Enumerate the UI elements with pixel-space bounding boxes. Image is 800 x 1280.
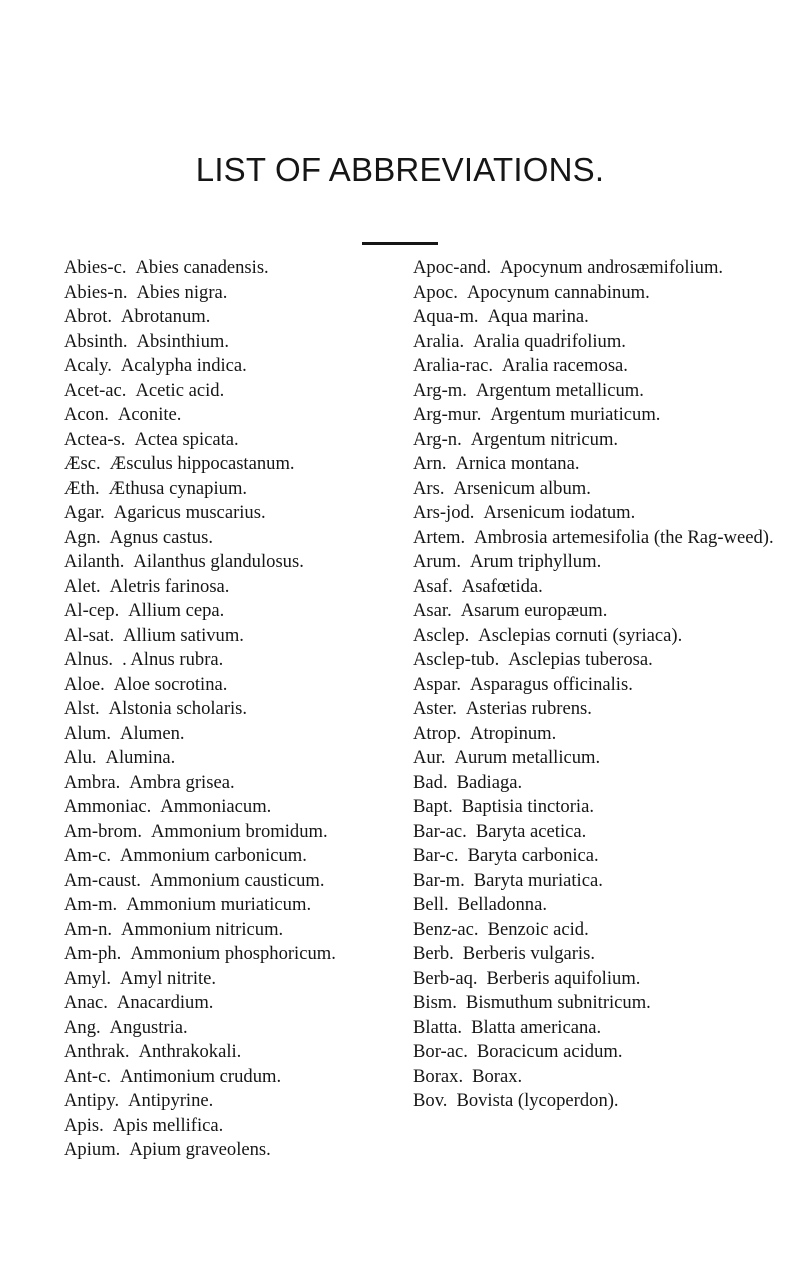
abbreviation-entry — [64, 526, 404, 551]
abbreviation: Aralia. — [413, 330, 465, 352]
abbreviation: Arg-m. — [413, 379, 467, 401]
abbreviation: Am-brom. — [64, 820, 142, 842]
abbreviation-entry — [413, 991, 788, 1016]
abbreviation: Arn. — [413, 453, 447, 474]
full-name: Arsenicum album. — [453, 477, 591, 499]
abbreviation-entry — [64, 1089, 404, 1114]
full-name: Apium graveolens. — [129, 1139, 271, 1160]
full-name: Ammonium muriaticum. — [126, 894, 312, 915]
abbreviation: Artem. — [413, 526, 466, 548]
abbreviation: Abrot. — [64, 306, 113, 327]
abbreviation: Æsc. — [64, 453, 101, 474]
abbreviation-entry — [413, 550, 788, 575]
abbreviation: Aur. — [413, 747, 446, 768]
full-name: Angustria. — [109, 1016, 188, 1038]
full-name: Apis mellifica. — [112, 1114, 224, 1136]
full-name: Allium sativum. — [123, 624, 244, 646]
abbreviation-entry — [413, 918, 788, 943]
abbreviation-entry — [413, 893, 788, 918]
abbreviation: Ars-jod. — [413, 502, 475, 523]
full-name: . Alnus rubra. — [122, 649, 224, 670]
abbreviation: Apis. — [64, 1114, 104, 1136]
full-name: Berberis aquifolium. — [486, 967, 641, 989]
abbreviation-entry — [64, 991, 404, 1016]
abbreviation: Am-caust. — [64, 869, 141, 891]
full-name: Aurum metallicum. — [454, 747, 601, 768]
abbreviation-entry — [64, 869, 404, 894]
full-name: Apocynum cannabinum. — [466, 281, 650, 303]
full-name: Absinthium. — [136, 330, 230, 352]
full-name: Asclepias cornuti (syriaca). — [478, 624, 683, 646]
abbreviation-entry — [64, 624, 404, 649]
full-name: Abrotanum. — [121, 306, 211, 327]
abbreviation-entry — [413, 746, 788, 771]
full-name: Aconite. — [117, 404, 182, 425]
abbreviation-entry — [413, 844, 788, 869]
full-name: Ammonium causticum. — [149, 869, 325, 891]
abbreviation: Bism. — [413, 992, 457, 1013]
full-name: Abies canadensis. — [135, 257, 269, 278]
abbreviation-entry — [413, 477, 788, 502]
full-name: Berberis vulgaris. — [462, 943, 595, 964]
full-name: Baryta carbonica. — [467, 845, 599, 866]
abbreviation: Asclep-tub. — [413, 649, 500, 670]
abbreviation-entry — [64, 477, 404, 502]
abbreviation-entry — [64, 942, 404, 967]
abbreviation: Ant-c. — [64, 1065, 111, 1087]
full-name: Ailanthus glandulosus. — [133, 551, 304, 572]
abbreviation-entry — [413, 452, 788, 477]
abbreviation-entry — [413, 648, 788, 673]
full-name: Anacardium. — [116, 992, 214, 1013]
full-name: Badiaga. — [456, 771, 523, 793]
full-name: Ammonium nitricum. — [121, 918, 284, 940]
abbreviation-entry — [413, 354, 788, 379]
abbreviation: Ammoniac. — [64, 796, 152, 817]
full-name: Allium cepa. — [128, 600, 225, 621]
abbreviation: Aspar. — [413, 673, 462, 695]
title-rule — [362, 242, 438, 245]
abbreviation-entry — [413, 428, 788, 453]
abbreviation-entry — [64, 1065, 404, 1090]
full-name: Asterias rubrens. — [465, 698, 592, 719]
full-name: Boracicum acidum. — [476, 1041, 623, 1062]
abbreviation: Bor-ac. — [413, 1041, 468, 1062]
abbreviation: Aralia-rac. — [413, 355, 493, 376]
abbreviation-entry — [64, 330, 404, 355]
full-name: Agaricus muscarius. — [113, 502, 266, 523]
abbreviation-entry — [64, 722, 404, 747]
full-name: Aralia quadrifolium. — [473, 330, 626, 352]
page-title: LIST OF ABBREVIATIONS. — [195, 151, 605, 188]
abbreviation-entry — [413, 1089, 788, 1114]
abbreviation: Ars. — [413, 477, 445, 499]
full-name: Alstonia scholaris. — [108, 698, 248, 719]
abbreviation: Benz-ac. — [413, 918, 479, 940]
abbreviation: Aloe. — [64, 673, 105, 695]
abbreviation-entry — [413, 942, 788, 967]
abbreviation-entry — [413, 771, 788, 796]
full-name: Apocynum androsæmifolium. — [499, 257, 724, 278]
abbreviation-entry — [64, 550, 404, 575]
abbreviation-entry — [64, 918, 404, 943]
abbreviation-entry — [64, 256, 404, 281]
abbreviation-entry — [413, 575, 788, 600]
abbreviation: Bar-m. — [413, 869, 465, 891]
abbreviation: Arg-n. — [413, 428, 462, 450]
full-name: Bismuthum subnitricum. — [465, 992, 651, 1013]
abbreviation: Acon. — [64, 404, 109, 425]
abbreviation-entry — [64, 795, 404, 820]
abbreviation: Alum. — [64, 722, 112, 744]
full-name: Ambra grisea. — [129, 771, 235, 793]
abbreviation-entry — [413, 967, 788, 992]
abbreviation-entry — [413, 379, 788, 404]
abbreviation: Alet. — [64, 575, 101, 597]
abbreviation-entry — [64, 648, 404, 673]
abbreviation-entry — [413, 697, 788, 722]
abbreviation-list-left — [64, 256, 404, 1163]
abbreviation: Abies-n. — [64, 281, 128, 303]
abbreviation: Apium. — [64, 1139, 121, 1160]
abbreviation-entry — [64, 1040, 404, 1065]
abbreviation: Bov. — [413, 1090, 448, 1111]
abbreviation-entry — [413, 820, 788, 845]
abbreviation-entry — [413, 599, 788, 624]
abbreviation: Atrop. — [413, 722, 462, 744]
abbreviation: Berb. — [413, 943, 454, 964]
abbreviation-entry — [64, 820, 404, 845]
abbreviation: Aqua-m. — [413, 306, 479, 327]
abbreviation: Apoc-and. — [413, 257, 491, 278]
full-name: Actea spicata. — [134, 428, 239, 450]
abbreviation-entry — [413, 1065, 788, 1090]
full-name: Ammonium carbonicum. — [119, 845, 307, 866]
abbreviation-entry — [64, 771, 404, 796]
abbreviation: Alnus. — [64, 649, 114, 670]
abbreviation: Bad. — [413, 771, 448, 793]
full-name: Blatta americana. — [471, 1016, 602, 1038]
abbreviation: Blatta. — [413, 1016, 463, 1038]
abbreviation-entry — [64, 844, 404, 869]
full-name: Arum triphyllum. — [470, 551, 602, 572]
abbreviation-entry — [413, 673, 788, 698]
full-name: Antipyrine. — [128, 1090, 214, 1111]
abbreviation-entry — [64, 1114, 404, 1139]
abbreviation: Bar-c. — [413, 845, 459, 866]
abbreviation-entry — [413, 330, 788, 355]
abbreviation-entry — [64, 673, 404, 698]
full-name: Asparagus officinalis. — [470, 673, 633, 695]
full-name: Aloe socrotina. — [113, 673, 228, 695]
full-name: Argentum metallicum. — [475, 379, 644, 401]
abbreviation-entry — [413, 305, 788, 330]
abbreviation: Agn. — [64, 526, 101, 548]
abbreviation-entry — [64, 354, 404, 379]
abbreviation: Aster. — [413, 698, 457, 719]
abbreviation-entry — [64, 452, 404, 477]
abbreviation-entry — [413, 1040, 788, 1065]
abbreviation-entry — [64, 697, 404, 722]
abbreviation: Asclep. — [413, 624, 470, 646]
full-name: Ammoniacum. — [160, 796, 272, 817]
abbreviation: Æth. — [64, 477, 100, 499]
abbreviation: Arum. — [413, 551, 462, 572]
full-name: Atropinum. — [470, 722, 557, 744]
abbreviation: Ailanth. — [64, 551, 125, 572]
full-name: Baryta acetica. — [475, 820, 587, 842]
abbreviation-entry — [413, 501, 788, 526]
full-name: Aletris farinosa. — [109, 575, 230, 597]
abbreviation-entry — [64, 746, 404, 771]
abbreviation-entry — [64, 575, 404, 600]
abbreviation: Borax. — [413, 1065, 464, 1087]
abbreviation: Ambra. — [64, 771, 121, 793]
abbreviation-entry — [413, 281, 788, 306]
abbreviation-entry — [64, 893, 404, 918]
abbreviation: Anac. — [64, 992, 108, 1013]
abbreviation-entry — [64, 599, 404, 624]
abbreviation: Absinth. — [64, 330, 128, 352]
abbreviation-entry — [413, 256, 788, 281]
abbreviation-entry — [64, 428, 404, 453]
abbreviation: Arg-mur. — [413, 404, 482, 425]
full-name: Aqua marina. — [487, 306, 589, 327]
full-name: Acalypha indica. — [120, 355, 247, 376]
abbreviation-entry — [413, 403, 788, 428]
full-name: Arnica montana. — [455, 453, 580, 474]
full-name: Ammonium bromidum. — [150, 820, 328, 842]
abbreviation-entry — [64, 501, 404, 526]
abbreviation: Al-cep. — [64, 600, 120, 621]
full-name: Anthrakokali. — [138, 1041, 242, 1062]
abbreviation: Apoc. — [413, 281, 458, 303]
full-name: Asafœtida. — [461, 575, 543, 597]
abbreviation-entry — [413, 722, 788, 747]
abbreviation-entry — [64, 1016, 404, 1041]
full-name: Abies nigra. — [136, 281, 228, 303]
abbreviation-entry — [64, 403, 404, 428]
abbreviation-entry — [413, 624, 788, 649]
full-name: Argentum nitricum. — [470, 428, 619, 450]
abbreviation: Bapt. — [413, 796, 453, 817]
full-name: Ammonium phosphoricum. — [130, 943, 336, 964]
abbreviation: Am-c. — [64, 845, 111, 866]
full-name: Acetic acid. — [135, 379, 225, 401]
abbreviation: Asaf. — [413, 575, 453, 597]
abbreviation-list-right — [413, 256, 788, 1114]
abbreviation: Acaly. — [64, 355, 112, 376]
full-name: Benzoic acid. — [487, 918, 589, 940]
abbreviation: Bar-ac. — [413, 820, 467, 842]
abbreviation: Al-sat. — [64, 624, 115, 646]
full-name: Amyl nitrite. — [120, 967, 217, 989]
abbreviation: Acet-ac. — [64, 379, 127, 401]
abbreviation: Bell. — [413, 894, 449, 915]
abbreviation-entry — [413, 1016, 788, 1041]
abbreviation: Ang. — [64, 1016, 101, 1038]
abbreviation: Abies-c. — [64, 257, 127, 278]
abbreviation: Am-ph. — [64, 943, 122, 964]
abbreviation-entry — [64, 281, 404, 306]
full-name: Asarum europæum. — [460, 600, 608, 621]
full-name: Aralia racemosa. — [502, 355, 628, 376]
abbreviation: Antipy. — [64, 1090, 120, 1111]
abbreviation-entry — [413, 526, 788, 551]
abbreviation: Anthrak. — [64, 1041, 130, 1062]
abbreviation-entry — [64, 305, 404, 330]
full-name: Antimonium crudum. — [119, 1065, 282, 1087]
abbreviation-entry — [413, 869, 788, 894]
abbreviation-entry — [64, 1138, 404, 1163]
full-name: Asclepias tuberosa. — [508, 649, 653, 670]
full-name: Bovista (lycoperdon). — [456, 1090, 619, 1111]
abbreviation: Asar. — [413, 600, 452, 621]
full-name: Agnus castus. — [109, 526, 213, 548]
abbreviation: Alu. — [64, 747, 97, 768]
full-name: Baryta muriatica. — [473, 869, 603, 891]
abbreviation: Alst. — [64, 698, 100, 719]
abbreviation: Berb-aq. — [413, 967, 478, 989]
abbreviation-entry — [64, 379, 404, 404]
full-name: Arsenicum iodatum. — [483, 502, 636, 523]
full-name: Alumina. — [105, 747, 176, 768]
full-name: Baptisia tinctoria. — [461, 796, 594, 817]
full-name: Æsculus hippocastanum. — [109, 453, 295, 474]
abbreviation: Agar. — [64, 502, 105, 523]
abbreviation: Am-n. — [64, 918, 113, 940]
full-name: Alumen. — [120, 722, 185, 744]
abbreviation: Amyl. — [64, 967, 112, 989]
full-name: Belladonna. — [457, 894, 547, 915]
abbreviation: Actea-s. — [64, 428, 126, 450]
full-name: Ambrosia artemesifolia (the Rag-weed). — [474, 526, 774, 548]
full-name: Argentum muriaticum. — [490, 404, 661, 425]
abbreviation-entry — [64, 967, 404, 992]
full-name: Borax. — [472, 1065, 523, 1087]
abbreviation: Am-m. — [64, 894, 118, 915]
abbreviation-entry — [413, 795, 788, 820]
full-name: Æthusa cynapium. — [108, 477, 248, 499]
